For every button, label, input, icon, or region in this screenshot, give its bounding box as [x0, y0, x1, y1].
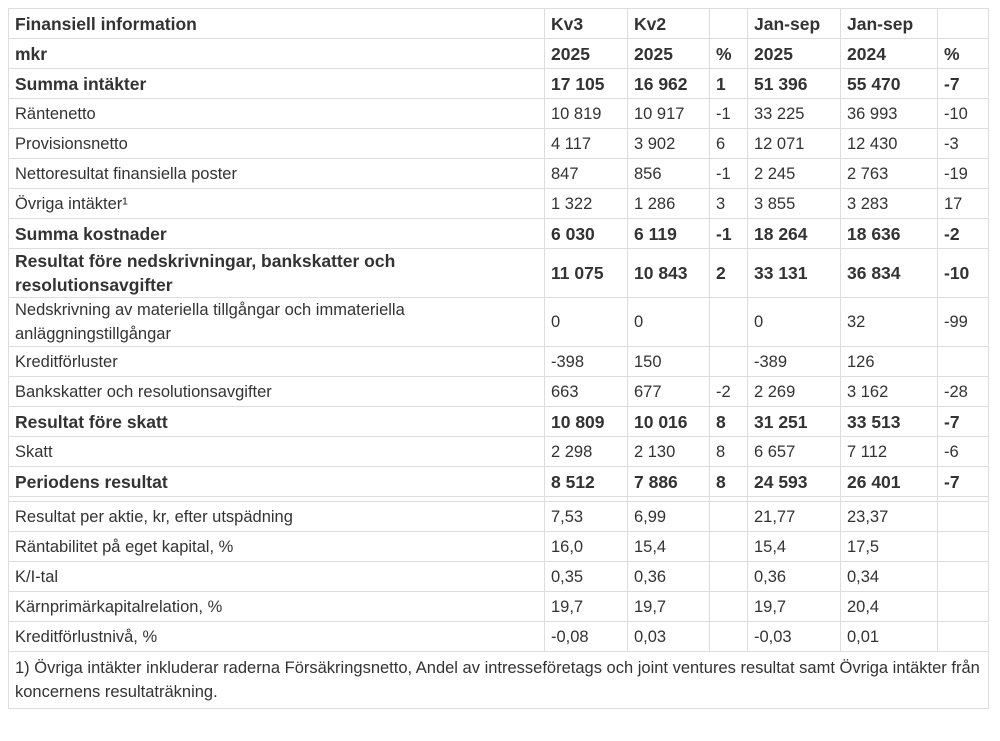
table-cell: 677 [628, 377, 710, 407]
table-cell: 2 763 [841, 159, 938, 189]
row-label: Nedskrivning av materiella tillgångar och immateriella anläggningstillgångar [9, 298, 545, 347]
header-cell: 2024 [841, 39, 938, 69]
table-cell: 55 470 [841, 69, 938, 99]
table-cell: 8 512 [545, 467, 628, 497]
table-cell: 8 [710, 467, 748, 497]
table-cell: 7 886 [628, 467, 710, 497]
table-cell: -1 [710, 99, 748, 129]
table-cell: 0,01 [841, 622, 938, 652]
table-row [9, 159, 989, 189]
table-cell: 19,7 [545, 592, 628, 622]
header-cell [938, 9, 989, 39]
table-cell: 0,34 [841, 562, 938, 592]
table-cell: 3 162 [841, 377, 938, 407]
table-cell: 2 245 [748, 159, 841, 189]
row-label: Provisionsnetto [9, 129, 545, 159]
table-cell: 2 269 [748, 377, 841, 407]
table-cell [710, 502, 748, 532]
table-cell: -7 [938, 69, 989, 99]
header-cell: mkr [9, 39, 545, 69]
table-cell: 23,37 [841, 502, 938, 532]
table-cell: 4 117 [545, 129, 628, 159]
table-cell: 6 [710, 129, 748, 159]
table-cell: 2 130 [628, 437, 710, 467]
row-label: Kreditförlustnivå, % [9, 622, 545, 652]
table-cell: 8 [710, 437, 748, 467]
header-cell: Jan-sep [748, 9, 841, 39]
table-cell: 6 119 [628, 219, 710, 249]
table-cell: 6 657 [748, 437, 841, 467]
table-cell: 8 [710, 407, 748, 437]
table-row [9, 99, 989, 129]
table-cell: 10 917 [628, 99, 710, 129]
table-cell: 17,5 [841, 532, 938, 562]
table-cell: 10 843 [628, 249, 710, 298]
financial-information-table [8, 8, 989, 709]
table-cell: -1 [710, 159, 748, 189]
table-cell: 33 131 [748, 249, 841, 298]
row-label: Resultat före skatt [9, 407, 545, 437]
table-cell: -7 [938, 467, 989, 497]
table-cell: 2 298 [545, 437, 628, 467]
table-cell: 18 264 [748, 219, 841, 249]
table-cell: 3 283 [841, 189, 938, 219]
table-cell [938, 562, 989, 592]
header-cell: 2025 [628, 39, 710, 69]
table-cell: 32 [841, 298, 938, 347]
table-cell: 17 105 [545, 69, 628, 99]
table-cell [938, 532, 989, 562]
table-cell: 10 016 [628, 407, 710, 437]
table-cell [710, 592, 748, 622]
table-cell: 15,4 [748, 532, 841, 562]
table-row [9, 407, 989, 437]
table-cell: -19 [938, 159, 989, 189]
header-row-year [9, 39, 989, 69]
row-label: Bankskatter och resolutionsavgifter [9, 377, 545, 407]
row-label: Resultat per aktie, kr, efter utspädning [9, 502, 545, 532]
table-cell: 663 [545, 377, 628, 407]
table-cell [710, 622, 748, 652]
table-cell: 0,35 [545, 562, 628, 592]
table-cell [710, 298, 748, 347]
table-cell: 20,4 [841, 592, 938, 622]
table-cell: 24 593 [748, 467, 841, 497]
row-label: Kärnprimärkapitalrelation, % [9, 592, 545, 622]
table-row [9, 249, 989, 298]
table-cell [938, 347, 989, 377]
table-cell: 1 286 [628, 189, 710, 219]
table-cell: 31 251 [748, 407, 841, 437]
table-cell: 150 [628, 347, 710, 377]
table-cell: 126 [841, 347, 938, 377]
kpi-row [9, 532, 989, 562]
header-cell: Kv3 [545, 9, 628, 39]
kpi-row [9, 502, 989, 532]
header-row-period [9, 9, 989, 39]
table-row [9, 347, 989, 377]
row-label: Summa intäkter [9, 69, 545, 99]
table-cell: 18 636 [841, 219, 938, 249]
table-cell [710, 562, 748, 592]
header-cell: Jan-sep [841, 9, 938, 39]
table-cell: 12 071 [748, 129, 841, 159]
table-cell: 3 855 [748, 189, 841, 219]
table-cell [710, 532, 748, 562]
header-cell: Finansiell information [9, 9, 545, 39]
table-cell: -2 [938, 219, 989, 249]
table-cell: -6 [938, 437, 989, 467]
table-cell: -389 [748, 347, 841, 377]
header-cell: 2025 [545, 39, 628, 69]
header-cell: % [938, 39, 989, 69]
table-cell: -28 [938, 377, 989, 407]
table-cell: 2 [710, 249, 748, 298]
table-cell: 6 030 [545, 219, 628, 249]
table-row [9, 437, 989, 467]
footnote: 1) Övriga intäkter inkluderar raderna Försäkringsnetto, Andel av intresseföretags och joint ventures resultat samt Övriga intäkter från koncernens resultaträkning. [9, 652, 989, 709]
table-row [9, 467, 989, 497]
header-cell: 2025 [748, 39, 841, 69]
table-cell: -398 [545, 347, 628, 377]
table-cell: -0,08 [545, 622, 628, 652]
row-label: Summa kostnader [9, 219, 545, 249]
table-cell: 21,77 [748, 502, 841, 532]
table-cell: 15,4 [628, 532, 710, 562]
header-cell [710, 9, 748, 39]
table-row [9, 219, 989, 249]
row-label: Räntabilitet på eget kapital, % [9, 532, 545, 562]
table-row [9, 377, 989, 407]
table-cell: 12 430 [841, 129, 938, 159]
table-row [9, 129, 989, 159]
table-cell: 10 819 [545, 99, 628, 129]
table-row [9, 298, 989, 347]
row-label: Skatt [9, 437, 545, 467]
table-cell: -99 [938, 298, 989, 347]
table-cell [938, 622, 989, 652]
table-row [9, 69, 989, 99]
table-cell: 7,53 [545, 502, 628, 532]
kpi-row [9, 562, 989, 592]
table-cell: 36 993 [841, 99, 938, 129]
table-cell: -10 [938, 99, 989, 129]
table-cell: 17 [938, 189, 989, 219]
table-cell: 19,7 [748, 592, 841, 622]
table-cell: 51 396 [748, 69, 841, 99]
table-cell: 0,36 [748, 562, 841, 592]
table-cell: 847 [545, 159, 628, 189]
table-cell: 0,36 [628, 562, 710, 592]
table-row [9, 189, 989, 219]
footnote-row [9, 652, 989, 709]
table-cell: -1 [710, 219, 748, 249]
table-body [9, 9, 989, 709]
table-cell: 26 401 [841, 467, 938, 497]
table-cell [710, 347, 748, 377]
table-cell: 0 [628, 298, 710, 347]
table-cell: 3 [710, 189, 748, 219]
kpi-row [9, 592, 989, 622]
table-cell: -3 [938, 129, 989, 159]
table-cell: 33 513 [841, 407, 938, 437]
table-cell: 33 225 [748, 99, 841, 129]
table-cell: 3 902 [628, 129, 710, 159]
table-cell: 7 112 [841, 437, 938, 467]
row-label: Övriga intäkter¹ [9, 189, 545, 219]
table-cell: 856 [628, 159, 710, 189]
table-cell: 36 834 [841, 249, 938, 298]
table-cell: -7 [938, 407, 989, 437]
table-cell: 0 [545, 298, 628, 347]
table-cell [938, 592, 989, 622]
table-cell [938, 502, 989, 532]
table-cell: -0,03 [748, 622, 841, 652]
table-cell: 1 322 [545, 189, 628, 219]
table-cell: -10 [938, 249, 989, 298]
row-label: K/I-tal [9, 562, 545, 592]
table-cell: 0 [748, 298, 841, 347]
table-cell: 0,03 [628, 622, 710, 652]
header-cell: % [710, 39, 748, 69]
row-label: Kreditförluster [9, 347, 545, 377]
table-cell: 16 962 [628, 69, 710, 99]
row-label: Räntenetto [9, 99, 545, 129]
row-label: Nettoresultat finansiella poster [9, 159, 545, 189]
row-label: Resultat före nedskrivningar, bankskatter och resolutionsavgifter [9, 249, 545, 298]
row-label: Periodens resultat [9, 467, 545, 497]
table-cell: 10 809 [545, 407, 628, 437]
table-cell: 11 075 [545, 249, 628, 298]
table-cell: 16,0 [545, 532, 628, 562]
table-cell: -2 [710, 377, 748, 407]
header-cell: Kv2 [628, 9, 710, 39]
table-cell: 19,7 [628, 592, 710, 622]
kpi-row [9, 622, 989, 652]
table-cell: 6,99 [628, 502, 710, 532]
table-cell: 1 [710, 69, 748, 99]
